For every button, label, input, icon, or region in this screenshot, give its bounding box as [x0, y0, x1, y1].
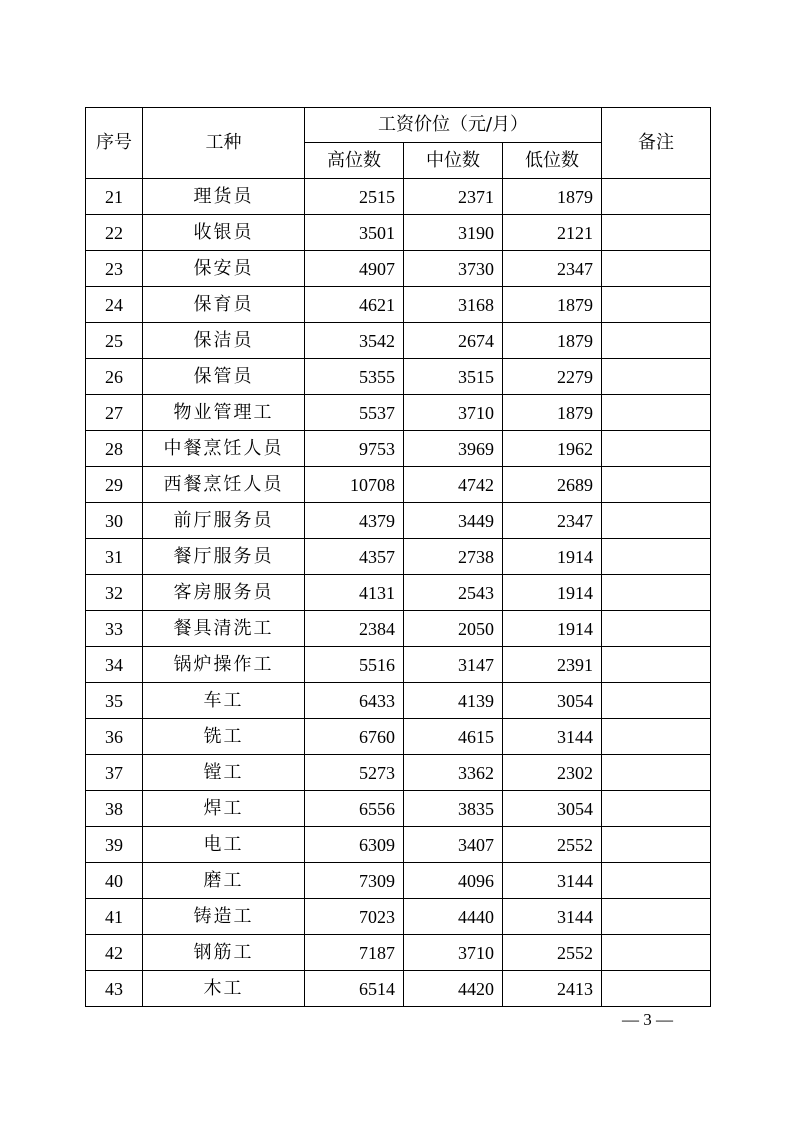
table-row [86, 323, 711, 359]
cell-seq: 30 [86, 503, 143, 539]
cell-seq: 38 [86, 791, 143, 827]
cell-high: 7187 [305, 935, 404, 971]
cell-type: 收银员 [143, 215, 305, 251]
cell-mid: 3969 [404, 431, 503, 467]
cell-seq: 33 [86, 611, 143, 647]
cell-seq: 24 [86, 287, 143, 323]
cell-type: 保安员 [143, 251, 305, 287]
cell-note [602, 395, 711, 431]
table-row [86, 971, 711, 1007]
cell-low: 2413 [503, 971, 602, 1007]
cell-low: 2121 [503, 215, 602, 251]
cell-type: 车工 [143, 683, 305, 719]
cell-note [602, 287, 711, 323]
cell-seq: 31 [86, 539, 143, 575]
cell-type: 保管员 [143, 359, 305, 395]
cell-note [602, 467, 711, 503]
cell-mid: 4742 [404, 467, 503, 503]
cell-high: 2384 [305, 611, 404, 647]
cell-low: 1879 [503, 287, 602, 323]
table-row [86, 863, 711, 899]
cell-high: 3542 [305, 323, 404, 359]
header-low: 低位数 [503, 143, 602, 179]
table-row [86, 467, 711, 503]
table-row [86, 719, 711, 755]
cell-note [602, 215, 711, 251]
cell-low: 1879 [503, 179, 602, 215]
cell-seq: 25 [86, 323, 143, 359]
cell-seq: 42 [86, 935, 143, 971]
table-row [86, 251, 711, 287]
table-row [86, 683, 711, 719]
table-row [86, 611, 711, 647]
cell-note [602, 827, 711, 863]
cell-seq: 35 [86, 683, 143, 719]
cell-seq: 27 [86, 395, 143, 431]
cell-seq: 26 [86, 359, 143, 395]
table-row [86, 575, 711, 611]
cell-mid: 3362 [404, 755, 503, 791]
cell-type: 铣工 [143, 719, 305, 755]
cell-high: 4131 [305, 575, 404, 611]
cell-note [602, 503, 711, 539]
cell-type: 保育员 [143, 287, 305, 323]
table-row [86, 899, 711, 935]
cell-mid: 3147 [404, 647, 503, 683]
cell-low: 1879 [503, 323, 602, 359]
cell-mid: 3190 [404, 215, 503, 251]
cell-seq: 43 [86, 971, 143, 1007]
cell-low: 1962 [503, 431, 602, 467]
cell-type: 焊工 [143, 791, 305, 827]
table-header [86, 108, 711, 179]
cell-mid: 2543 [404, 575, 503, 611]
cell-high: 6433 [305, 683, 404, 719]
header-note: 备注 [602, 108, 711, 179]
cell-low: 2302 [503, 755, 602, 791]
cell-high: 2515 [305, 179, 404, 215]
cell-mid: 4096 [404, 863, 503, 899]
cell-type: 餐具清洗工 [143, 611, 305, 647]
cell-high: 6760 [305, 719, 404, 755]
cell-type: 锅炉操作工 [143, 647, 305, 683]
cell-note [602, 611, 711, 647]
cell-high: 5537 [305, 395, 404, 431]
header-price-group: 工资价位（元/月） [305, 108, 602, 143]
cell-low: 2347 [503, 503, 602, 539]
cell-low: 1914 [503, 575, 602, 611]
cell-note [602, 791, 711, 827]
cell-note [602, 719, 711, 755]
cell-mid: 3730 [404, 251, 503, 287]
cell-seq: 40 [86, 863, 143, 899]
table-row [86, 359, 711, 395]
cell-high: 6514 [305, 971, 404, 1007]
cell-high: 9753 [305, 431, 404, 467]
cell-high: 4907 [305, 251, 404, 287]
table-row [86, 431, 711, 467]
cell-mid: 3168 [404, 287, 503, 323]
cell-type: 物业管理工 [143, 395, 305, 431]
table-body [86, 179, 711, 1007]
cell-high: 4621 [305, 287, 404, 323]
wage-table [85, 107, 711, 1007]
cell-type: 客房服务员 [143, 575, 305, 611]
cell-low: 3144 [503, 719, 602, 755]
cell-mid: 3710 [404, 395, 503, 431]
cell-high: 10708 [305, 467, 404, 503]
cell-seq: 29 [86, 467, 143, 503]
table-row [86, 179, 711, 215]
cell-low: 3054 [503, 791, 602, 827]
cell-seq: 37 [86, 755, 143, 791]
cell-type: 钢筋工 [143, 935, 305, 971]
cell-high: 6309 [305, 827, 404, 863]
cell-mid: 3710 [404, 935, 503, 971]
cell-high: 5516 [305, 647, 404, 683]
cell-note [602, 935, 711, 971]
cell-type: 前厅服务员 [143, 503, 305, 539]
table-row [86, 935, 711, 971]
table-row [86, 647, 711, 683]
cell-mid: 4139 [404, 683, 503, 719]
cell-mid: 2738 [404, 539, 503, 575]
table-row [86, 827, 711, 863]
cell-high: 3501 [305, 215, 404, 251]
cell-high: 5355 [305, 359, 404, 395]
table-row [86, 287, 711, 323]
cell-low: 3054 [503, 683, 602, 719]
cell-type: 磨工 [143, 863, 305, 899]
cell-type: 理货员 [143, 179, 305, 215]
cell-seq: 22 [86, 215, 143, 251]
table-row [86, 503, 711, 539]
cell-low: 2552 [503, 827, 602, 863]
cell-note [602, 899, 711, 935]
cell-seq: 23 [86, 251, 143, 287]
cell-low: 1879 [503, 395, 602, 431]
cell-type: 铸造工 [143, 899, 305, 935]
cell-high: 7023 [305, 899, 404, 935]
table-row [86, 539, 711, 575]
cell-type: 餐厅服务员 [143, 539, 305, 575]
cell-low: 1914 [503, 539, 602, 575]
cell-mid: 4615 [404, 719, 503, 755]
cell-low: 2347 [503, 251, 602, 287]
cell-mid: 3835 [404, 791, 503, 827]
header-high: 高位数 [305, 143, 404, 179]
cell-note [602, 971, 711, 1007]
cell-note [602, 251, 711, 287]
cell-seq: 32 [86, 575, 143, 611]
header-mid: 中位数 [404, 143, 503, 179]
header-row-top [86, 108, 711, 143]
cell-type: 西餐烹饪人员 [143, 467, 305, 503]
cell-note [602, 431, 711, 467]
cell-mid: 3407 [404, 827, 503, 863]
cell-mid: 4420 [404, 971, 503, 1007]
cell-type: 木工 [143, 971, 305, 1007]
cell-low: 2391 [503, 647, 602, 683]
cell-high: 7309 [305, 863, 404, 899]
cell-seq: 41 [86, 899, 143, 935]
table-row [86, 215, 711, 251]
cell-mid: 2050 [404, 611, 503, 647]
cell-mid: 3515 [404, 359, 503, 395]
cell-type: 保洁员 [143, 323, 305, 359]
cell-high: 4379 [305, 503, 404, 539]
cell-note [602, 323, 711, 359]
cell-seq: 21 [86, 179, 143, 215]
cell-note [602, 575, 711, 611]
cell-type: 镗工 [143, 755, 305, 791]
cell-note [602, 863, 711, 899]
cell-low: 2552 [503, 935, 602, 971]
page-number: — 3 — [622, 1010, 673, 1029]
cell-type: 中餐烹饪人员 [143, 431, 305, 467]
cell-low: 1914 [503, 611, 602, 647]
header-type: 工种 [143, 108, 305, 179]
header-seq: 序号 [86, 108, 143, 179]
cell-low: 2689 [503, 467, 602, 503]
cell-note [602, 539, 711, 575]
cell-seq: 39 [86, 827, 143, 863]
cell-seq: 36 [86, 719, 143, 755]
cell-high: 5273 [305, 755, 404, 791]
cell-mid: 2674 [404, 323, 503, 359]
cell-low: 2279 [503, 359, 602, 395]
cell-note [602, 755, 711, 791]
cell-note [602, 179, 711, 215]
cell-note [602, 683, 711, 719]
cell-seq: 28 [86, 431, 143, 467]
cell-mid: 2371 [404, 179, 503, 215]
cell-note [602, 647, 711, 683]
cell-type: 电工 [143, 827, 305, 863]
cell-mid: 4440 [404, 899, 503, 935]
table-row [86, 755, 711, 791]
cell-low: 3144 [503, 863, 602, 899]
cell-high: 6556 [305, 791, 404, 827]
cell-high: 4357 [305, 539, 404, 575]
cell-low: 3144 [503, 899, 602, 935]
cell-seq: 34 [86, 647, 143, 683]
cell-note [602, 359, 711, 395]
table-row [86, 395, 711, 431]
table-row [86, 791, 711, 827]
cell-mid: 3449 [404, 503, 503, 539]
